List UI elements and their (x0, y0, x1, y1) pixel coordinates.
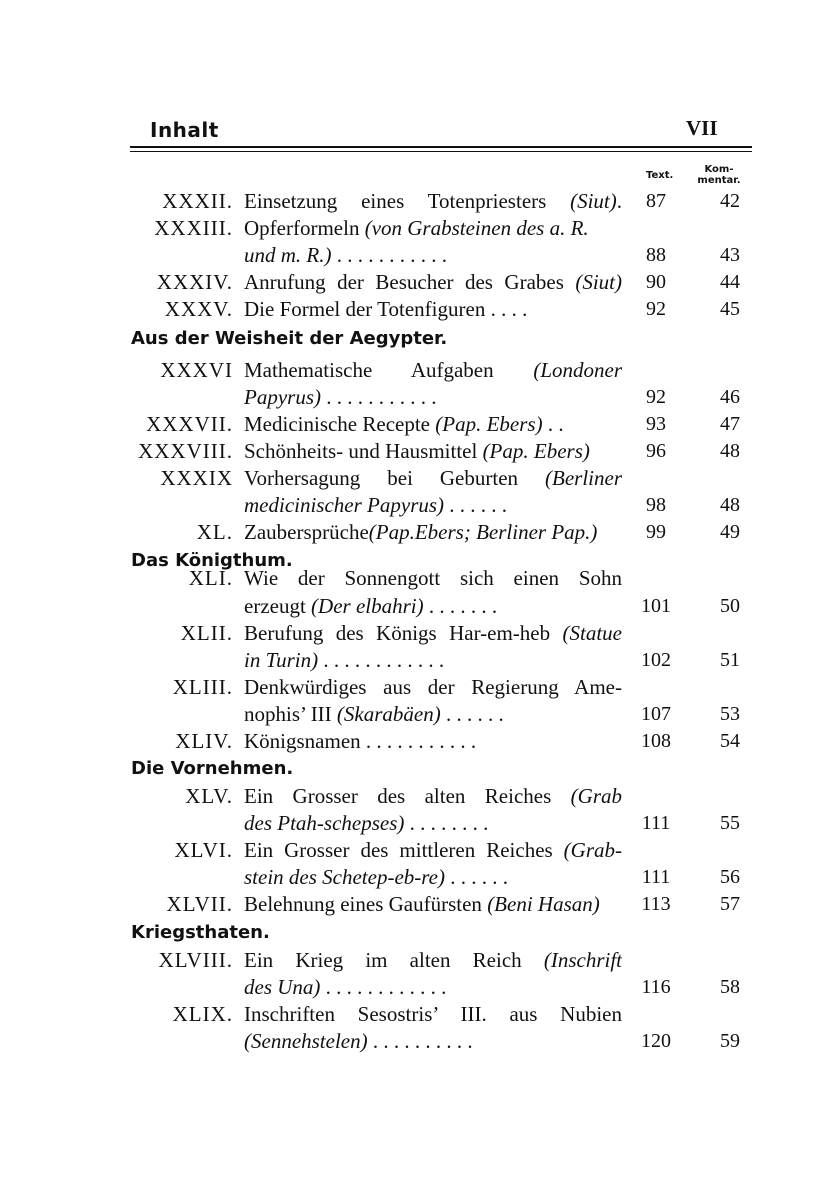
leader: . . . . . . (440, 702, 504, 726)
leader: . . . . . . . . . . (367, 1029, 473, 1053)
section-heading: Kriegsthaten. (131, 922, 270, 943)
entry-title (244, 466, 622, 491)
page-text: 92 (646, 298, 666, 320)
leader: . . . . . . (444, 865, 508, 889)
leader: . . . . . . . . . . . . (318, 648, 445, 672)
page-text: 87 (646, 190, 666, 212)
title-source: stein des Schetep-eb-re) (244, 865, 445, 889)
title-text: Zaubersprüche (244, 520, 369, 544)
page-text: 101 (641, 595, 671, 617)
title-source: (Siut) (575, 270, 622, 294)
section-heading: Aus der Weisheit der Aegypter. (131, 328, 448, 349)
title-text: Ein Grosser des alten Reiches (244, 784, 571, 808)
title-text: Königsnamen . . . . . . . . . . . (244, 729, 477, 753)
title-text: Denkwürdiges aus der Regierung Ame- (244, 675, 622, 699)
title-source: (Siut) (570, 189, 617, 213)
entry-number: XXXVII. (146, 412, 233, 436)
leader: . . . . . . (444, 493, 508, 517)
entry-title-cont (244, 865, 622, 890)
page-text: 102 (641, 649, 671, 671)
page-kommentar: 44 (720, 271, 740, 293)
entry-title-cont (244, 648, 622, 673)
entry-title-cont (244, 493, 622, 518)
entry-title-cont (244, 702, 622, 727)
entry-title (244, 520, 622, 545)
entry-title-cont (244, 811, 622, 836)
title-text: Wie der Sonnengott sich einen Sohn (244, 566, 622, 590)
page-text: 99 (646, 521, 666, 543)
page-text: 120 (641, 1030, 671, 1052)
page-text: 116 (641, 976, 671, 998)
entry-number: XL. (196, 520, 233, 544)
entry-number: XLVI. (174, 838, 233, 862)
section-heading: Die Vornehmen. (131, 758, 294, 779)
column-head-text: Text. (646, 170, 674, 181)
entry-title (244, 838, 622, 863)
title-text: Vorhersagung bei Geburten (244, 466, 546, 490)
entry-title-cont (244, 243, 622, 268)
entry-number: XXXV. (164, 297, 233, 321)
entry-title (244, 729, 622, 754)
title-source: (Beni Hasan) (487, 892, 600, 916)
entry-title (244, 189, 622, 214)
entry-title-cont (244, 594, 622, 619)
title-text: Einsetzung eines Totenpriesters (244, 189, 571, 213)
title-source: (Grab (570, 784, 622, 808)
title-source: (Pap.Ebers; Berliner Pap.) (368, 520, 598, 544)
title-source: in Turin) (244, 648, 319, 672)
entry-number: XXXIII. (154, 216, 233, 240)
page-text: 88 (646, 244, 666, 266)
page-text: 111 (641, 866, 671, 888)
page-text: 98 (646, 494, 666, 516)
entry-number: XXXVIII. (138, 439, 233, 463)
title-source: des Una) (244, 975, 321, 999)
title-text: Anrufung der Besucher des Grabes (244, 270, 576, 294)
header-rule-thin (130, 151, 752, 152)
title-text: Mathematische Aufgaben (244, 358, 534, 382)
title-text: Die Formel der Totenfiguren . . . . (244, 297, 528, 321)
section-heading: Das Königthum. (131, 550, 293, 571)
page-text: 113 (641, 893, 671, 915)
page-kommentar: 45 (720, 298, 740, 320)
page-text: 92 (646, 386, 666, 408)
page-kommentar: 46 (720, 386, 740, 408)
title-source: (Grab- (563, 838, 622, 862)
entry-number: XXXIX (160, 466, 233, 490)
title-source: (Berliner (545, 466, 622, 490)
leader: . . . . . . . . . . . (331, 243, 447, 267)
title-text: Medicinische Recepte (244, 412, 436, 436)
page-kommentar: 43 (720, 244, 740, 266)
page-kommentar: 54 (720, 730, 740, 752)
entry-number: XLII. (180, 621, 233, 645)
title-source: (Sennehstelen) (244, 1029, 368, 1053)
page-kommentar: 56 (720, 866, 740, 888)
entry-title (244, 948, 622, 973)
title-source: (Statue (562, 621, 622, 645)
title-source: des Ptah-schepses) (244, 811, 405, 835)
page-kommentar: 51 (720, 649, 740, 671)
entry-title (244, 297, 622, 322)
running-head-left: Inhalt (150, 118, 219, 142)
title-source: (Der elbahri) (311, 594, 424, 618)
title-text: Ein Grosser des mittleren Reiches (244, 838, 564, 862)
page-text: 111 (641, 812, 671, 834)
entry-title (244, 892, 622, 917)
entry-number: XXXII. (162, 189, 233, 213)
leader: . . . . . . . . (404, 811, 489, 835)
page-kommentar: 53 (720, 703, 740, 725)
page-number: VII (686, 116, 718, 140)
page-text: 96 (646, 440, 666, 462)
page-text: 107 (641, 703, 671, 725)
entry-number: XLIX. (172, 1002, 233, 1026)
page-text: 90 (646, 271, 666, 293)
title-text: nophis’ III (244, 702, 337, 726)
entry-title-cont (244, 975, 622, 1000)
entry-title (244, 621, 622, 646)
title-text: erzeugt (244, 594, 312, 618)
page-kommentar: 47 (720, 413, 740, 435)
title-source: (Pap. Ebers) (482, 439, 590, 463)
entry-number: XXXIV. (156, 270, 233, 294)
title-source: (Pap. Ebers) (435, 412, 543, 436)
entry-number: XLI. (188, 566, 233, 590)
title-source: (von Grabsteinen des a. R. (364, 216, 589, 240)
entry-title (244, 439, 622, 464)
entry-number: XLVII. (166, 892, 233, 916)
entry-number: XLIV. (175, 729, 233, 753)
entry-number: XXXVI (160, 358, 233, 382)
header-rule-thick (130, 146, 752, 148)
page-text: 93 (646, 413, 666, 435)
entry-title-cont (244, 385, 622, 410)
title-source: (Londoner (533, 358, 622, 382)
title-text: Schönheits- und Hausmittel (244, 439, 483, 463)
title-source: und m. R.) (244, 243, 332, 267)
entry-number: XLV. (185, 784, 233, 808)
entry-title (244, 784, 622, 809)
leader: . . (542, 412, 564, 436)
entry-number: XLIII. (172, 675, 233, 699)
entry-number: XLVIII. (158, 948, 233, 972)
title-text: Belehnung eines Gaufürsten (244, 892, 488, 916)
title-text: Ein Krieg im alten Reich (244, 948, 544, 972)
entry-title (244, 358, 622, 383)
entry-title (244, 675, 622, 700)
entry-title (244, 566, 622, 591)
entry-title (244, 412, 622, 437)
page-kommentar: 49 (720, 521, 740, 543)
entry-title (244, 216, 622, 241)
page-kommentar: 58 (720, 976, 740, 998)
column-head-kommentar-line2: mentar. (697, 175, 741, 186)
page-kommentar: 42 (720, 190, 740, 212)
page-kommentar: 48 (720, 494, 740, 516)
page-kommentar: 57 (720, 893, 740, 915)
column-head-kommentar-line1: Kom- (704, 164, 734, 175)
entry-title-cont (244, 1029, 622, 1054)
entry-title (244, 1002, 622, 1027)
page-kommentar: 50 (720, 595, 740, 617)
leader: . . . . . . . (423, 594, 498, 618)
title-source: medicinischer Papyrus) (244, 493, 445, 517)
leader: . . . . . . . . . . . . (320, 975, 447, 999)
leader: . . . . . . . . . . . (321, 385, 437, 409)
title-source: (Inschrift (543, 948, 622, 972)
page-text: 108 (641, 730, 671, 752)
page-kommentar: 55 (720, 812, 740, 834)
entry-title (244, 270, 622, 295)
title-text: Opferformeln (244, 216, 365, 240)
column-head-kommentar (688, 164, 750, 186)
title-text: Berufung des Königs Har-em-heb (244, 621, 563, 645)
leader: . (616, 189, 622, 213)
page-kommentar: 59 (720, 1030, 740, 1052)
title-source: (Skarabäen) (336, 702, 441, 726)
title-source: Papyrus) (244, 385, 321, 409)
title-text: Inschriften Sesostris’ III. aus Nubien (244, 1002, 622, 1026)
page-kommentar: 48 (720, 440, 740, 462)
